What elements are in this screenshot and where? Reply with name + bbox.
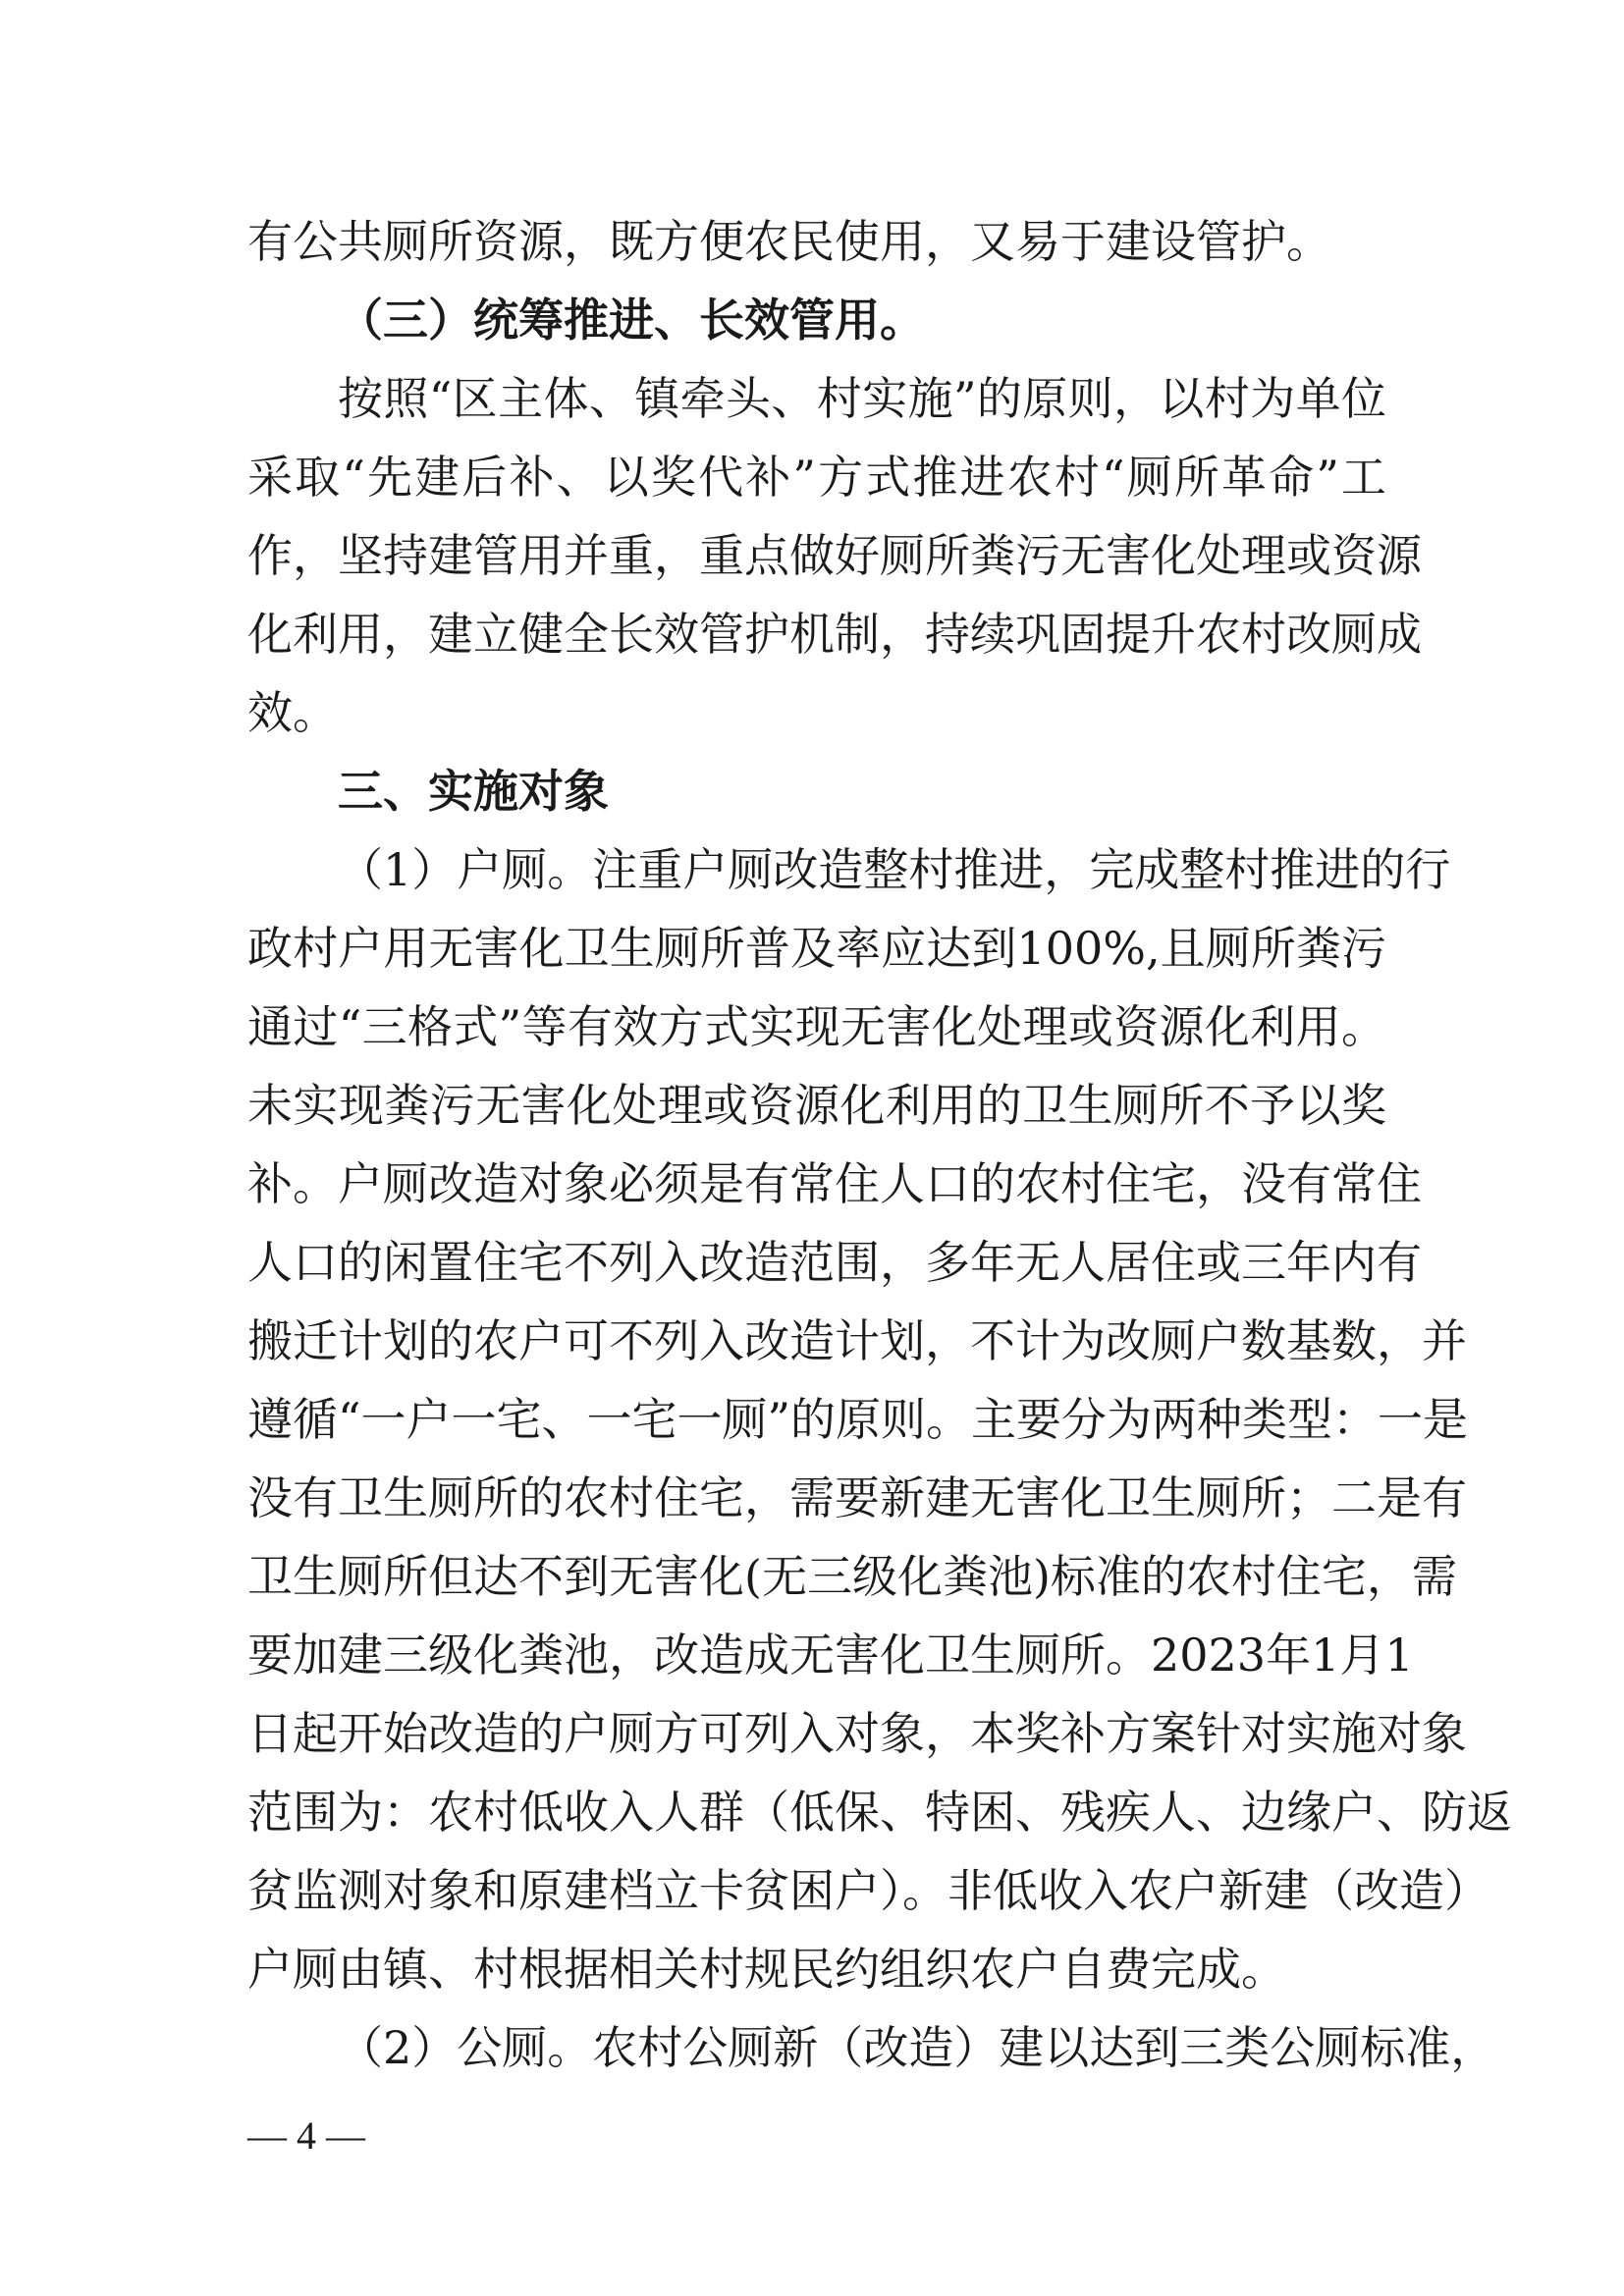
paragraph-line: 卫生厕所但达不到无害化(无三级化粪池)标准的农村住宅，需 [247, 1550, 1457, 1603]
paragraph-line: 遵循“一户一宅、一宅一厕”的原则。主要分为两种类型：一是 [247, 1393, 1469, 1446]
paragraph-line: 人口的闲置住宅不列入改造范围，多年无人居住或三年内有 [247, 1236, 1422, 1289]
paragraph-line: 补。户厕改造对象必须是有常住人口的农村住宅，没有常住 [247, 1157, 1422, 1210]
paragraph-line: （2）公厕。农村公厕新（改造）建以达到三类公厕标准， [338, 2021, 1496, 2074]
paragraph-line: 政村户用无害化卫生厕所普及率应达到100%,且厕所粪污 [247, 922, 1386, 975]
page-number: — 4 — [247, 2113, 365, 2158]
section-heading: 三、实施对象 [338, 765, 609, 818]
paragraph-line: 有公共厕所资源，既方便农民使用，又易于建设管护。 [247, 215, 1331, 268]
paragraph-line: 没有卫生厕所的农村住宅，需要新建无害化卫生厕所；二是有 [247, 1471, 1467, 1524]
paragraph-line: 按照“区主体、镇牵头、村实施”的原则，以村为单位 [338, 372, 1386, 425]
paragraph-line: 作，坚持建管用并重，重点做好厕所粪污无害化处理或资源 [247, 529, 1422, 582]
paragraph-line: 采取“先建后补、以奖代补”方式推进农村“厕所革命”工 [247, 451, 1386, 504]
paragraph-line: 户厕由镇、村根据相关村规民约组织农户自费完成。 [247, 1943, 1286, 1996]
paragraph-line: 范围为：农村低收入人群（低保、特困、残疾人、边缘户、防返 [247, 1786, 1512, 1839]
paragraph-line: 化利用，建立健全长效管护机制，持续巩固提升农村改厕成 [247, 608, 1422, 661]
paragraph-line: 效。 [247, 686, 338, 739]
paragraph-line: 日起开始改造的户厕方可列入对象，本奖补方案针对实施对象 [247, 1707, 1467, 1760]
paragraph-line: 要加建三级化粪池，改造成无害化卫生厕所。2023年1月1 [247, 1629, 1414, 1682]
paragraph-line: 通过“三格式”等有效方式实现无害化处理或资源化利用。 [247, 1000, 1386, 1053]
paragraph-line: 贫监测对象和原建档立卡贫困户）。非低收入农户新建（改造） [247, 1864, 1489, 1917]
paragraph-line: 未实现粪污无害化处理或资源化利用的卫生厕所不予以奖 [247, 1079, 1386, 1132]
section-heading: （三）统筹推进、长效管用。 [338, 294, 925, 347]
paragraph-line: （1）户厕。注重户厕改造整村推进，完成整村推进的行 [338, 843, 1451, 896]
paragraph-line: 搬迁计划的农户可不列入改造计划，不计为改厕户数基数，并 [247, 1314, 1467, 1367]
